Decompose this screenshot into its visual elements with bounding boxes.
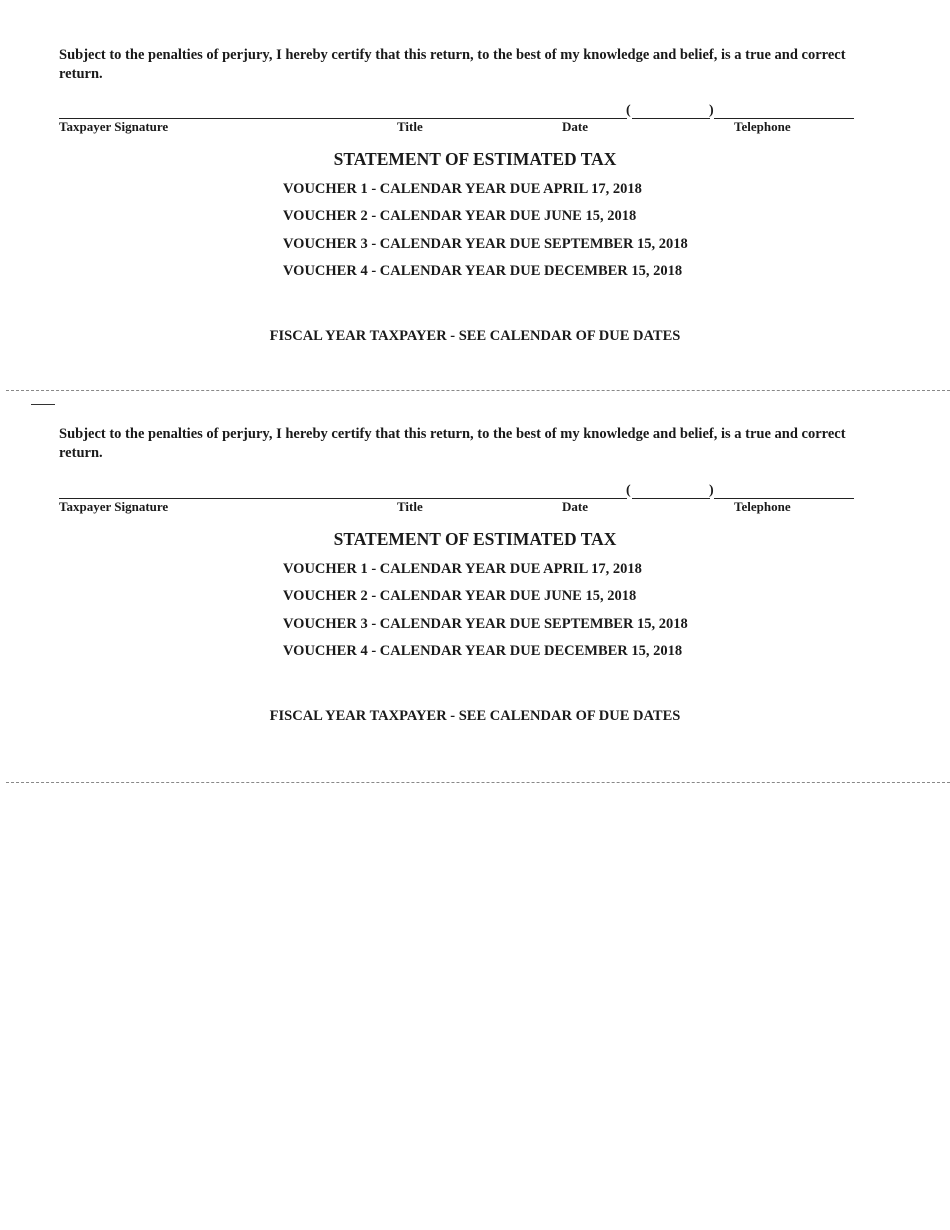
- voucher-2-due: VOUCHER 2 - CALENDAR YEAR DUE JUNE 15, 2018: [283, 208, 637, 224]
- date-label: Date: [562, 499, 588, 514]
- title-label: Title: [397, 119, 423, 134]
- voucher-1-due: VOUCHER 1 - CALENDAR YEAR DUE APRIL 17, 2018: [283, 181, 642, 197]
- voucher-4-due: VOUCHER 4 - CALENDAR YEAR DUE DECEMBER 15, 2018: [283, 263, 683, 279]
- area-code-line[interactable]: [632, 118, 710, 119]
- perjury-certification: Subject to the penalties of perjury, I hereby certify that this return, to the best of my knowledge and belief, is a true and correct return.: [59, 426, 846, 461]
- phone-area-open: (: [626, 483, 631, 498]
- date-label: Date: [562, 119, 588, 134]
- fiscal-year-note: FISCAL YEAR TAXPAYER - SEE CALENDAR OF DUE DATES: [269, 708, 681, 724]
- cut-line-2: [6, 782, 950, 783]
- phone-area-close: ): [709, 483, 714, 498]
- voucher-4-due: VOUCHER 4 - CALENDAR YEAR DUE DECEMBER 15, 2018: [283, 643, 683, 659]
- taxpayer-signature-label: Taxpayer Signature: [59, 119, 169, 134]
- voucher-3-due: VOUCHER 3 - CALENDAR YEAR DUE SEPTEMBER 15, 2018: [283, 616, 688, 632]
- voucher-2-due: VOUCHER 2 - CALENDAR YEAR DUE JUNE 15, 2018: [283, 588, 637, 604]
- title-label: Title: [397, 499, 423, 514]
- fiscal-year-note: FISCAL YEAR TAXPAYER - SEE CALENDAR OF DUE DATES: [269, 328, 681, 344]
- phone-area-open: (: [626, 103, 631, 118]
- phone-area-close: ): [709, 103, 714, 118]
- voucher-copy-2: [0, 380, 950, 780]
- voucher-copy-1: [0, 0, 950, 390]
- statement-heading: STATEMENT OF ESTIMATED TAX: [333, 529, 617, 549]
- voucher-3-due: VOUCHER 3 - CALENDAR YEAR DUE SEPTEMBER 15, 2018: [283, 236, 688, 252]
- area-code-line[interactable]: [632, 498, 710, 499]
- perjury-certification: Subject to the penalties of perjury, I hereby certify that this return, to the best of my knowledge and belief, is a true and correct return.: [59, 47, 846, 82]
- telephone-label: Telephone: [734, 119, 791, 134]
- taxpayer-signature-label: Taxpayer Signature: [59, 499, 169, 514]
- voucher-1-due: VOUCHER 1 - CALENDAR YEAR DUE APRIL 17, 2018: [283, 561, 642, 577]
- statement-heading: STATEMENT OF ESTIMATED TAX: [333, 149, 617, 169]
- telephone-label: Telephone: [734, 499, 791, 514]
